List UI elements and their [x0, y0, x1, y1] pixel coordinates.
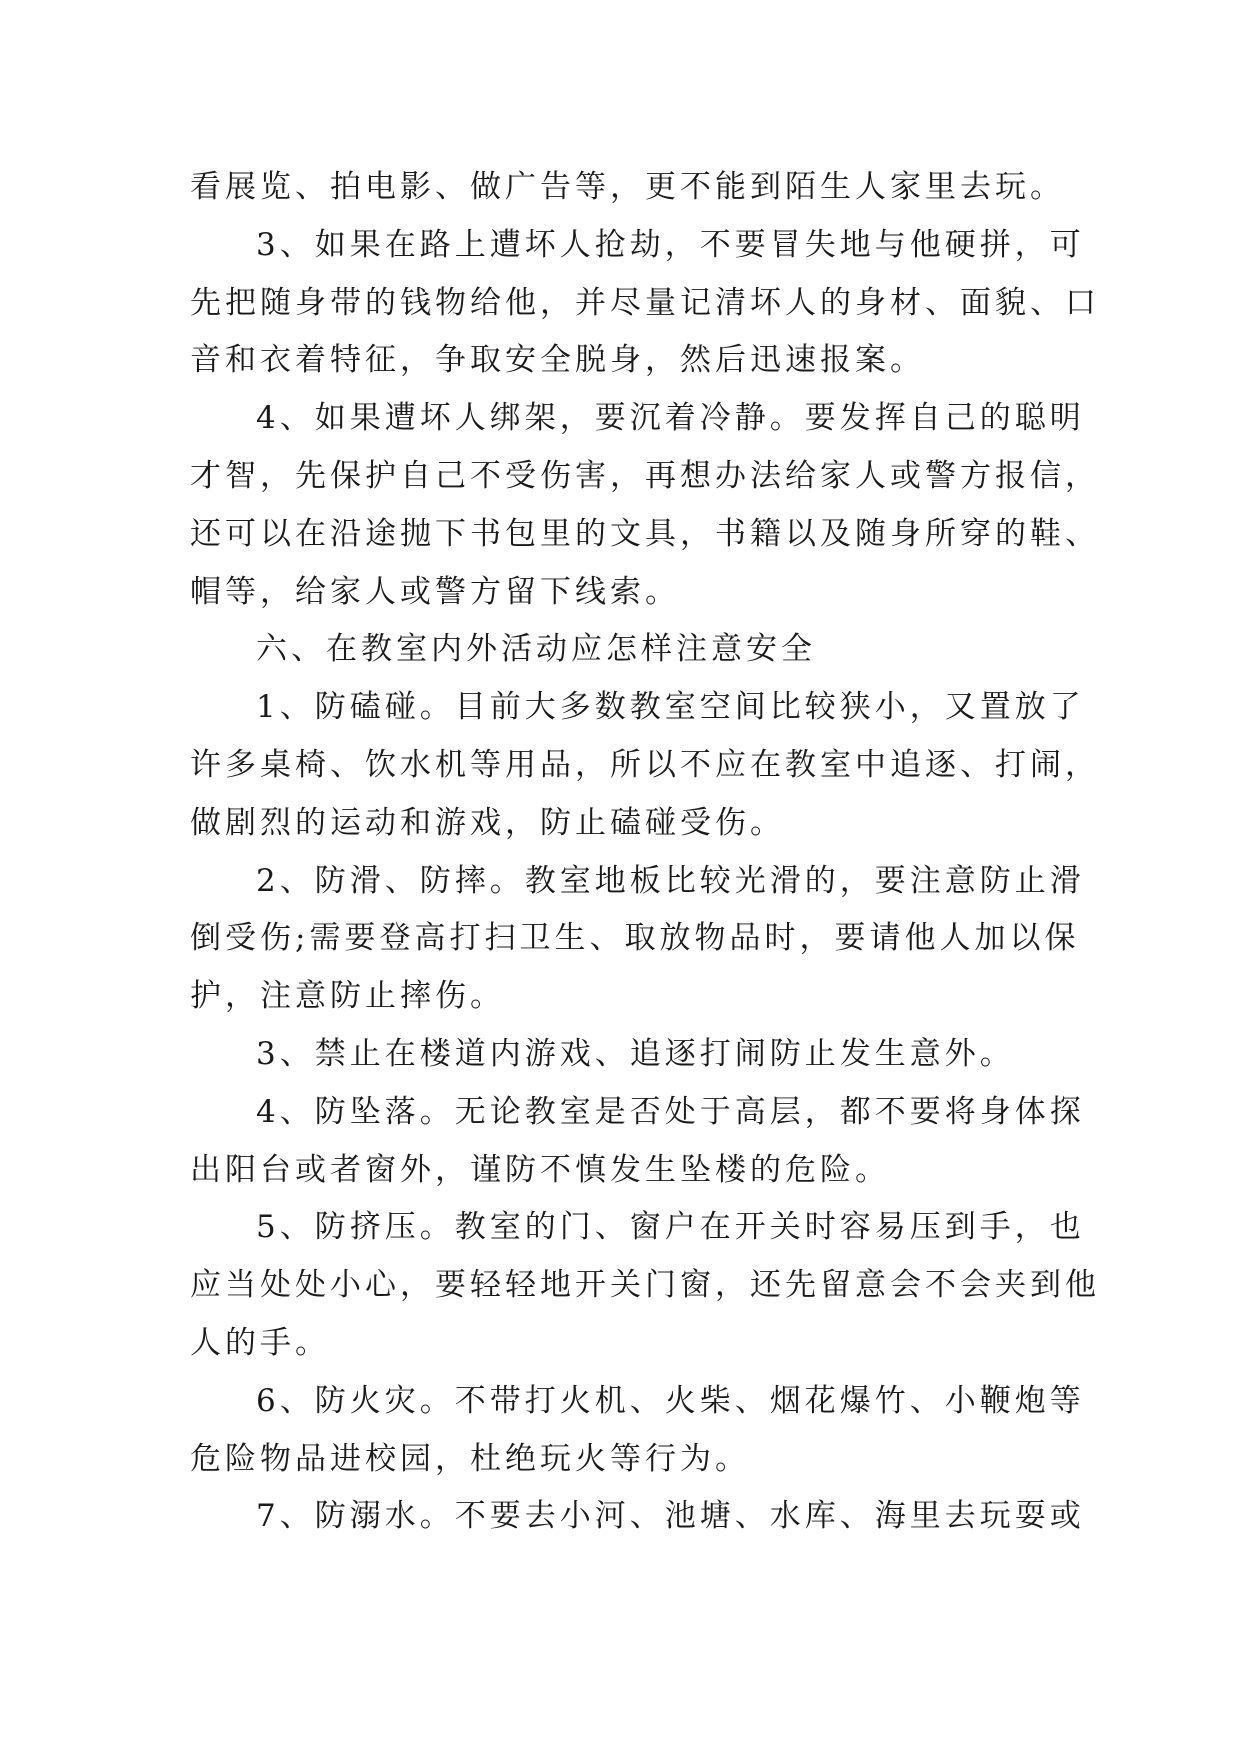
text-line: 4、如果遭坏人绑架，要沉着冷静。要发挥自己的聪明 — [256, 400, 1085, 437]
text-line: 7、防溺水。不要去小河、池塘、水库、海里去玩耍或 — [256, 1498, 1085, 1535]
text-line: 6、防火灾。不带打火机、火柴、烟花爆竹、小鞭炮等 — [256, 1382, 1085, 1419]
text-line: 才智，先保护自己不受伤害，再想办法给家人或警方报信， — [190, 457, 1100, 494]
text-line: 1、防磕碰。目前大多数教室空间比较狭小，又置放了 — [256, 689, 1085, 726]
text-line: 音和衣着特征，争取安全脱身，然后迅速报案。 — [190, 342, 925, 379]
text-line: 应当处处小心，要轻轻地开关门窗，还先留意会不会夹到他 — [190, 1267, 1100, 1304]
text-line: 5、防挤压。教室的门、窗户在开关时容易压到手，也 — [256, 1209, 1085, 1246]
section-heading: 六、在教室内外活动应怎样注意安全 — [256, 631, 816, 668]
text-line: 3、如果在路上遭坏人抢劫，不要冒失地与他硬拼，可 — [256, 226, 1085, 263]
text-line: 倒受伤;需要登高打扫卫生、取放物品时，要请他人加以保 — [190, 920, 1080, 957]
text-line: 护，注意防止摔伤。 — [190, 978, 505, 1015]
text-line: 4、防坠落。无论教室是否处于高层，都不要将身体探 — [256, 1093, 1085, 1130]
text-line: 出阳台或者窗外，谨防不慎发生坠楼的危险。 — [190, 1151, 890, 1188]
text-line: 做剧烈的运动和游戏，防止磕碰受伤。 — [190, 804, 785, 841]
text-line: 许多桌椅、饮水机等用品，所以不应在教室中追逐、打闹， — [190, 746, 1100, 783]
text-line: 先把随身带的钱物给他，并尽量记清坏人的身材、面貌、口 — [190, 284, 1100, 321]
text-line: 看展览、拍电影、做广告等，更不能到陌生人家里去玩。 — [190, 169, 1065, 205]
body-text — [190, 159, 1100, 1546]
text-line: 危险物品进校园，杜绝玩火等行为。 — [190, 1440, 750, 1477]
text-line: 3、禁止在楼道内游戏、追逐打闹防止发生意外。 — [256, 1035, 1015, 1072]
text-line: 2、防滑、防摔。教室地板比较光滑的，要注意防止滑 — [256, 862, 1085, 899]
text-line: 人的手。 — [190, 1324, 330, 1361]
text-line: 还可以在沿途抛下书包里的文具，书籍以及随身所穿的鞋、 — [190, 515, 1100, 552]
text-line: 帽等，给家人或警方留下线索。 — [190, 573, 680, 610]
